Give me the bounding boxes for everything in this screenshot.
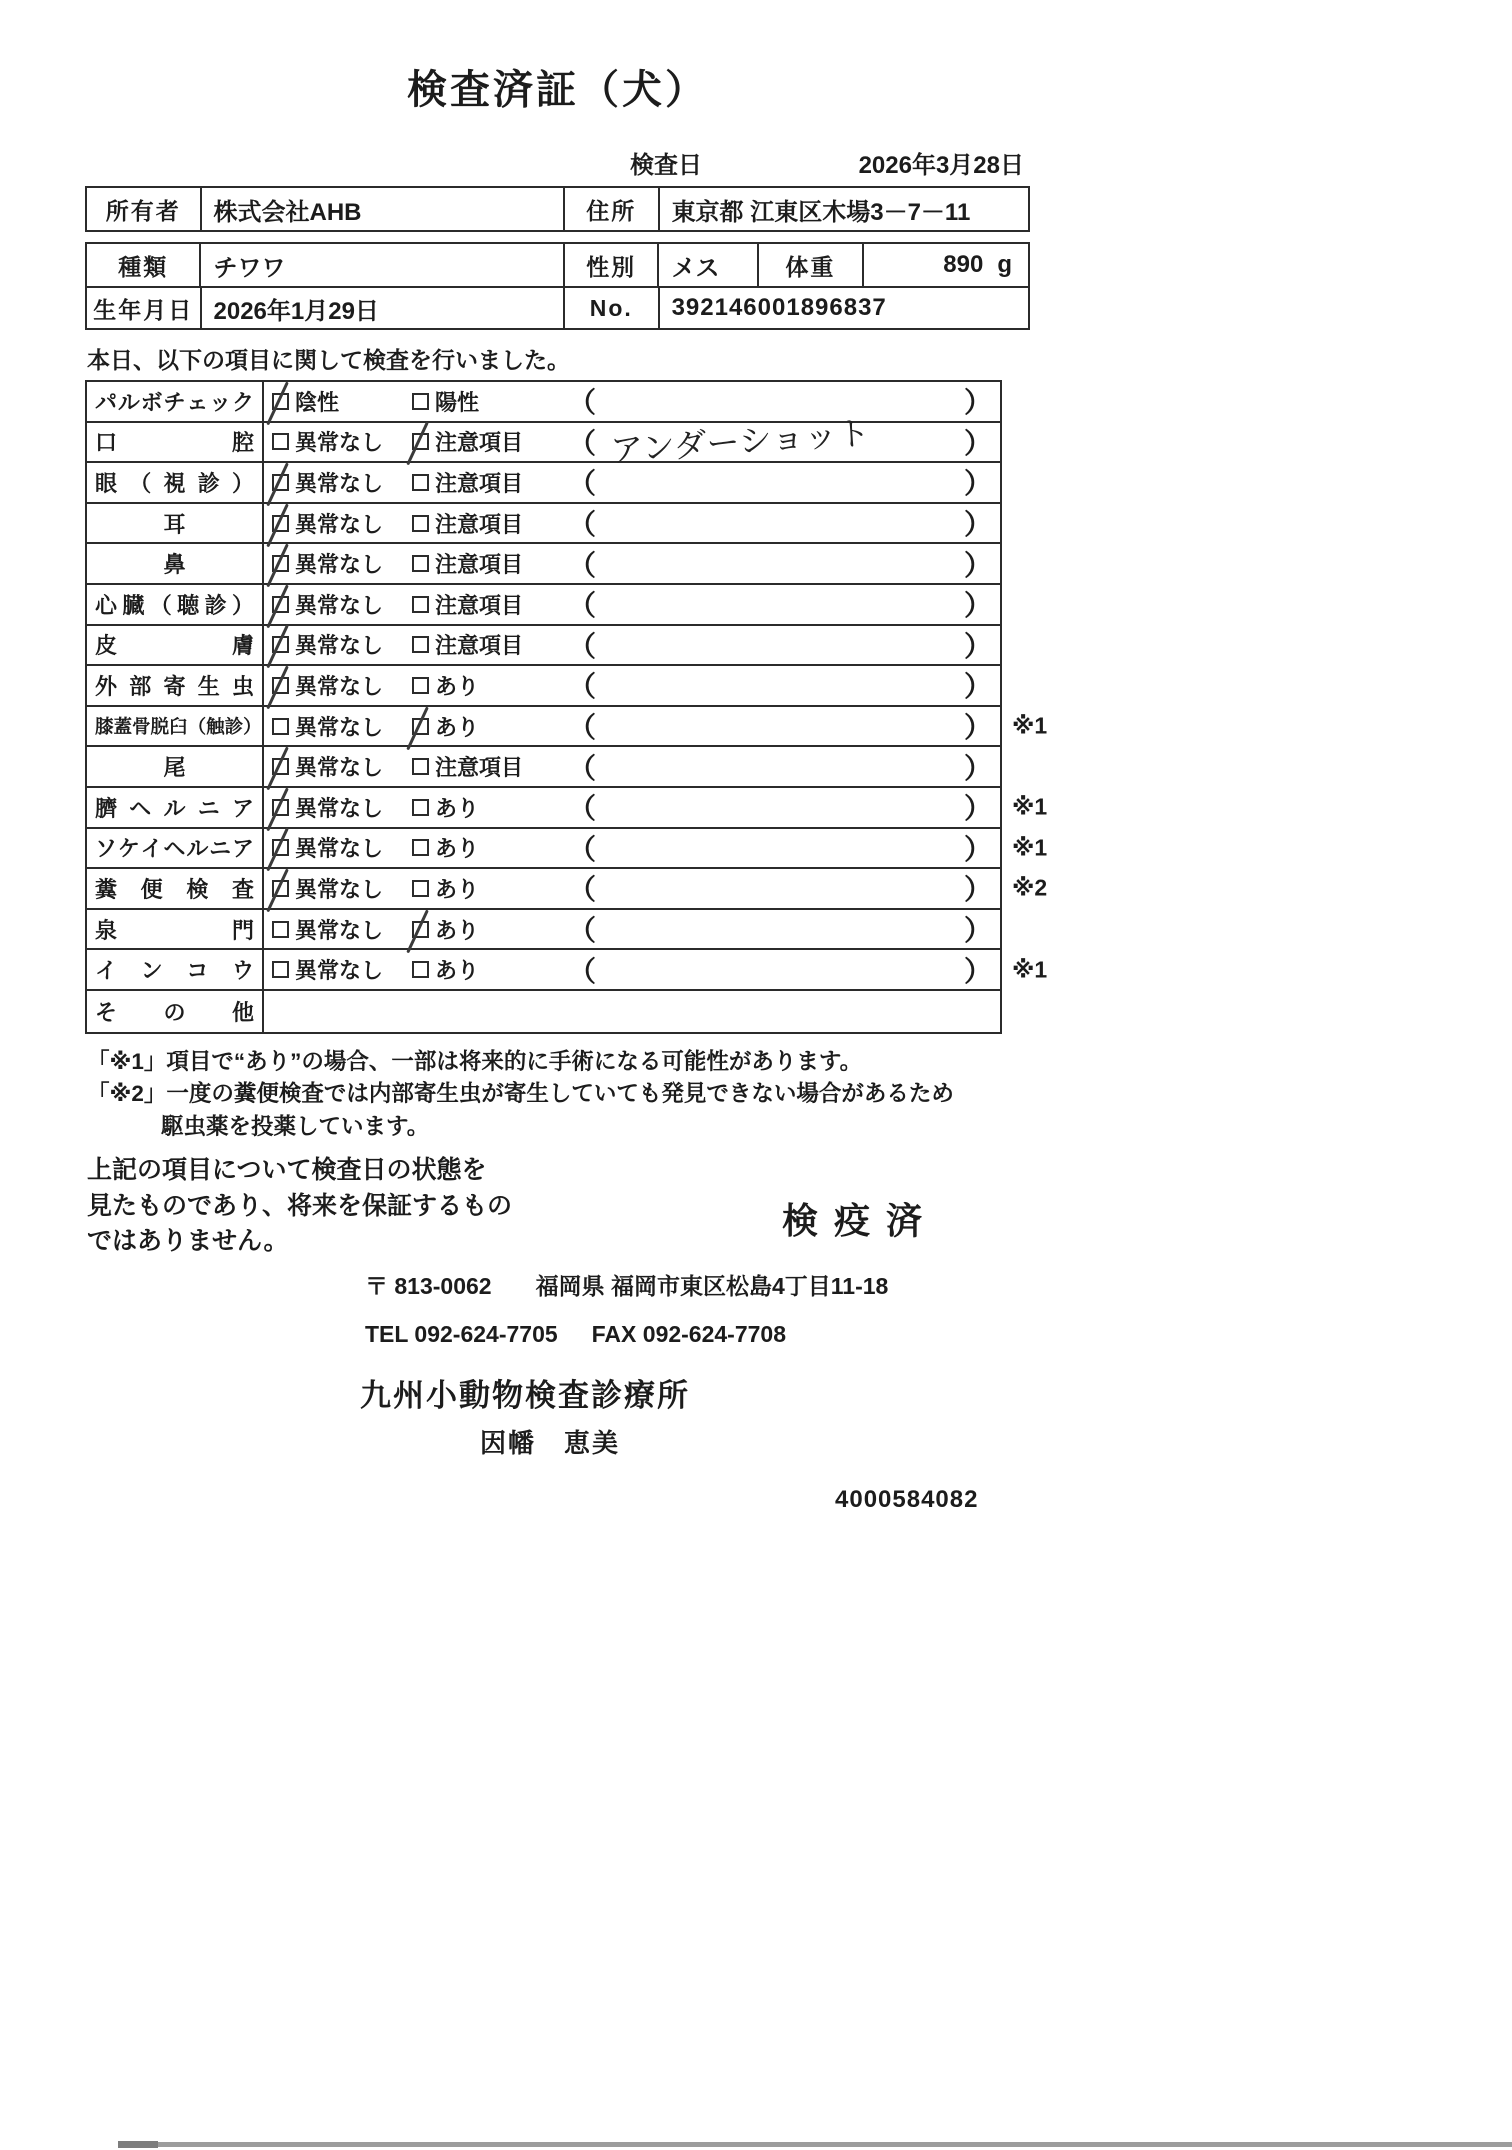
inspection-row	[87, 666, 1000, 707]
inspection-item-label: 尾	[163, 755, 186, 781]
clinic-tel: TEL 092-624-7705	[365, 1320, 558, 1347]
option-positive-label: あり	[435, 673, 480, 699]
inspection-table	[85, 380, 1048, 1034]
inspection-options-cell	[264, 950, 1000, 989]
inspection-row	[87, 950, 1048, 991]
footnote-reference-mark: ※1	[1012, 834, 1048, 861]
footnote-reference-mark: ※1	[1012, 793, 1048, 820]
option-negative-label: 異常なし	[295, 552, 384, 578]
paren-close: ）	[963, 671, 992, 703]
option-negative-label: 異常なし	[295, 876, 384, 902]
option-positive-label: あり	[435, 876, 480, 902]
paren-open: （	[568, 630, 597, 662]
option-negative-label: 異常なし	[295, 673, 384, 699]
pet-table	[85, 242, 1030, 330]
page-title: 検査済証（犬）	[407, 68, 708, 112]
option-positive-label: 陽性	[435, 389, 480, 415]
paren-open: （	[568, 387, 597, 419]
option-positive	[412, 426, 564, 457]
checkbox-icon	[412, 758, 429, 775]
disclaimer-line-2: 見たものであり、将来を保証するもの	[87, 1191, 513, 1220]
inspection-item-cell	[87, 666, 264, 705]
inspection-item-cell	[87, 504, 264, 543]
checkbox-icon	[412, 799, 429, 816]
breed-value: チワワ	[201, 244, 564, 286]
option-negative	[272, 508, 412, 539]
checkbox-icon	[272, 474, 289, 491]
clinic-name: 九州小動物検査診療所	[360, 1377, 690, 1413]
inspection-item-label: 皮 膚	[95, 633, 254, 659]
inspection-item-cell	[87, 585, 264, 624]
paren-close: ）	[963, 509, 992, 541]
option-negative	[272, 914, 412, 945]
paren-close: ）	[963, 955, 992, 987]
inspection-row	[87, 707, 1048, 748]
checkbox-icon	[272, 718, 289, 735]
inspection-row	[87, 788, 1048, 829]
option-positive	[412, 711, 564, 742]
checkbox-icon	[272, 393, 289, 410]
inspection-options-cell	[264, 626, 1000, 665]
disclaimer-line-3: ではありません。	[87, 1227, 289, 1256]
checkbox-icon	[412, 515, 429, 532]
inspection-item-label: パ ル ボ チ ェ ッ ク	[95, 389, 254, 415]
paren-open: （	[568, 793, 597, 825]
footnote-1: 「※1」項目で“あり”の場合、一部は将来的に手術になる可能性があります。	[87, 1048, 863, 1074]
clinic-phone-line	[365, 1321, 1050, 1348]
footnotes	[87, 1046, 1050, 1144]
option-positive	[412, 873, 564, 904]
scan-edge-artifact-dark	[118, 2141, 158, 2148]
paren-close: ）	[963, 915, 992, 947]
option-positive	[412, 792, 564, 823]
no-value: 392146001896837	[671, 294, 887, 321]
inspection-options-cell	[264, 382, 1000, 421]
checkbox-icon	[272, 636, 289, 653]
inspection-item-cell	[87, 423, 264, 462]
inspection-row	[87, 504, 1000, 545]
footnote-reference-mark: ※1	[1012, 956, 1048, 983]
option-negative-label: 異常なし	[295, 958, 384, 984]
clinic-postal-code: 〒 813-0062	[365, 1272, 492, 1299]
checkbox-icon	[412, 677, 429, 694]
inspection-options-cell	[264, 747, 1000, 786]
inspection-item-label: 眼 （ 視 診 ）	[95, 470, 254, 496]
option-positive	[412, 914, 564, 945]
option-negative	[272, 589, 412, 620]
paren-close: ）	[963, 630, 992, 662]
address-label: 住所	[565, 188, 660, 230]
checkbox-icon	[412, 921, 429, 938]
weight-value	[864, 244, 1028, 286]
birth-label: 生年月日	[87, 288, 202, 328]
paren-close: ）	[963, 468, 992, 500]
option-positive-label: あり	[435, 795, 480, 821]
footnote-reference-mark: ※2	[1012, 874, 1048, 901]
handwritten-note: アンダーショット	[609, 414, 872, 470]
inspection-item-cell	[87, 869, 264, 908]
checkbox-icon	[412, 555, 429, 572]
disclaimer	[87, 1153, 1050, 1260]
option-positive-label: 注意項目	[435, 633, 524, 659]
checkbox-icon	[272, 799, 289, 816]
option-negative	[272, 670, 412, 701]
footnote-2: 「※2」一度の糞便検査では内部寄生虫が寄生していても発見できない場合があるため	[87, 1081, 954, 1107]
checkbox-icon	[412, 636, 429, 653]
inspection-options-cell	[264, 585, 1000, 624]
option-negative-label: 異常なし	[295, 917, 384, 943]
option-positive	[412, 954, 564, 985]
option-positive	[412, 548, 564, 579]
inspection-item-cell	[87, 544, 264, 583]
inspection-item-label: 膝 蓋 骨 脱 臼 （ 触 診 ）	[95, 716, 262, 738]
inspection-item-label: 口 腔	[95, 430, 254, 456]
option-negative-label: 異常なし	[295, 592, 384, 618]
paren-open: （	[568, 752, 597, 784]
owner-table	[85, 186, 1030, 232]
certificate-content	[85, 0, 1050, 1514]
inspection-row	[87, 463, 1000, 504]
option-positive	[412, 589, 564, 620]
paren-close: ）	[963, 549, 992, 581]
paren-open: （	[568, 671, 597, 703]
inspection-row	[87, 626, 1000, 667]
option-negative-label: 陰性	[295, 389, 340, 415]
inspection-row	[87, 829, 1048, 870]
option-positive	[412, 751, 564, 782]
inspection-row	[87, 747, 1000, 788]
inspection-item-cell	[87, 910, 264, 949]
owner-label: 所有者	[87, 188, 202, 230]
inspection-item-label: 泉 門	[95, 917, 254, 943]
option-negative	[272, 792, 412, 823]
weight-label: 体重	[759, 244, 864, 286]
clinic-address-line	[365, 1268, 1050, 1301]
weight-number: 890	[943, 251, 984, 278]
inspection-item-cell	[87, 991, 264, 1032]
checkbox-icon	[412, 839, 429, 856]
checkbox-icon	[272, 677, 289, 694]
checkbox-icon	[412, 433, 429, 450]
paren-open: （	[568, 509, 597, 541]
inspection-row	[87, 414, 1000, 470]
checkbox-icon	[412, 596, 429, 613]
option-negative	[272, 426, 412, 457]
checkbox-icon	[412, 718, 429, 735]
paren-open: （	[568, 874, 597, 906]
paren-open: （	[568, 833, 597, 865]
pet-row-2	[87, 286, 1028, 328]
sex-label: 性別	[565, 244, 660, 286]
inspection-options-cell	[264, 666, 1000, 705]
inspection-item-label: ソ ケ イ ヘ ル ニ ア	[95, 836, 254, 862]
paren-close: ）	[963, 387, 992, 419]
weight-unit: g	[997, 251, 1012, 278]
option-negative-label: 異常なし	[295, 430, 384, 456]
inspection-date-value: 2026年3月28日	[858, 152, 1024, 179]
checkbox-icon	[272, 839, 289, 856]
option-positive-label: あり	[435, 714, 480, 740]
owner-row	[87, 188, 1028, 230]
inspection-options-cell	[264, 788, 1000, 827]
option-positive-label: 注意項目	[435, 552, 524, 578]
inspection-date-label: 検査日	[630, 152, 702, 179]
inspection-item-label: 糞 便 検 査	[95, 876, 254, 902]
checkbox-icon	[272, 880, 289, 897]
inspection-row	[87, 910, 1000, 951]
inspection-item-label: 外 部 寄 生 虫	[95, 673, 254, 699]
checkbox-icon	[272, 961, 289, 978]
inspection-row	[87, 585, 1000, 626]
address-value: 東京都 江東区木場3－7－11	[671, 198, 971, 226]
pet-row-1	[87, 244, 1028, 286]
scan-edge-artifact	[118, 2142, 1512, 2147]
option-positive-label: 注意項目	[435, 755, 524, 781]
inspection-item-cell	[87, 707, 264, 746]
no-label: No.	[565, 288, 660, 328]
option-positive	[412, 386, 564, 417]
inspection-item-label: そ の 他	[95, 999, 254, 1025]
disclaimer-line-1: 上記の項目について検査日の状態を	[87, 1156, 487, 1185]
inspection-options-cell	[264, 829, 1000, 868]
intro-text: 本日、以下の項目に関して検査を行いました。	[87, 347, 570, 373]
inspection-item-label: 耳	[163, 511, 186, 537]
inspection-options-cell	[264, 414, 1000, 470]
option-positive	[412, 508, 564, 539]
footnote-reference-mark: ※1	[1012, 712, 1048, 739]
checkbox-icon	[272, 433, 289, 450]
paren-close: ）	[963, 590, 992, 622]
clinic-fax: FAX 092-624-7708	[591, 1320, 787, 1347]
option-positive-label: 注意項目	[435, 430, 524, 456]
option-negative	[272, 873, 412, 904]
inspection-row	[87, 991, 1000, 1032]
inspection-item-label: 臍 ヘ ル ニ ア	[95, 795, 254, 821]
inspection-item-cell	[87, 747, 264, 786]
paren-open: （	[568, 712, 597, 744]
inspection-item-cell	[87, 382, 264, 421]
owner-value: 株式会社AHB	[202, 188, 565, 230]
inspection-item-label: イ ン コ ウ	[95, 958, 254, 984]
inspection-options-cell	[264, 544, 1000, 583]
option-positive	[412, 467, 564, 498]
serial-number: 4000584082	[835, 1485, 979, 1513]
option-negative	[272, 954, 412, 985]
checkbox-icon	[412, 880, 429, 897]
inspection-options-cell	[264, 910, 1000, 949]
option-negative	[272, 751, 412, 782]
option-negative	[272, 711, 412, 742]
option-positive-label: あり	[435, 836, 480, 862]
option-negative	[272, 548, 412, 579]
birth-value: 2026年1月29日	[202, 288, 565, 328]
option-positive-label: 注意項目	[435, 470, 524, 496]
breed-label: 種類	[87, 244, 201, 286]
inspection-row	[87, 544, 1000, 585]
inspection-item-cell	[87, 463, 264, 502]
inspection-date-row	[85, 145, 1030, 180]
option-negative	[272, 467, 412, 498]
paren-open: （	[568, 915, 597, 947]
inspection-options-cell	[264, 869, 1000, 908]
quarantine-passed-stamp: 検疫済	[782, 1200, 939, 1242]
sex-value: メス	[659, 244, 759, 286]
paren-close: ）	[963, 793, 992, 825]
inspection-item-label: 鼻	[163, 552, 186, 578]
paren-close: ）	[963, 874, 992, 906]
option-negative-label: 異常なし	[295, 511, 384, 537]
option-negative	[272, 629, 412, 660]
inspection-row	[87, 869, 1048, 910]
option-positive-label: あり	[435, 958, 480, 984]
inspection-item-cell	[87, 626, 264, 665]
inspection-options-cell	[264, 707, 1000, 746]
checkbox-icon	[412, 393, 429, 410]
checkbox-icon	[272, 515, 289, 532]
paren-close: ）	[963, 427, 992, 459]
option-positive	[412, 670, 564, 701]
option-negative	[272, 832, 412, 863]
checkbox-icon	[272, 758, 289, 775]
inspection-options-cell	[264, 463, 1000, 502]
option-positive	[412, 832, 564, 863]
inspection-item-cell	[87, 950, 264, 989]
paren-open: （	[568, 549, 597, 581]
footnote-2-continued: 駆虫薬を投薬しています。	[161, 1113, 430, 1139]
option-negative-label: 異常なし	[295, 795, 384, 821]
paren-open: （	[568, 427, 597, 459]
option-negative-label: 異常なし	[295, 836, 384, 862]
option-negative-label: 異常なし	[295, 755, 384, 781]
checkbox-icon	[412, 961, 429, 978]
clinic-person-name: 因幡 恵美	[480, 1427, 621, 1458]
paren-open: （	[568, 590, 597, 622]
inspection-item-cell	[87, 829, 264, 868]
option-negative-label: 異常なし	[295, 633, 384, 659]
option-positive	[412, 629, 564, 660]
inspection-item-cell	[87, 788, 264, 827]
option-negative	[272, 386, 412, 417]
checkbox-icon	[272, 596, 289, 613]
paren-close: ）	[963, 752, 992, 784]
checkbox-icon	[412, 474, 429, 491]
option-positive-label: 注意項目	[435, 592, 524, 618]
checkbox-icon	[272, 555, 289, 572]
checkbox-icon	[272, 921, 289, 938]
option-positive-label: 注意項目	[435, 511, 524, 537]
paren-open: （	[568, 468, 597, 500]
option-negative-label: 異常なし	[295, 714, 384, 740]
paren-close: ）	[963, 833, 992, 865]
option-positive-label: あり	[435, 917, 480, 943]
clinic-address: 福岡県 福岡市東区松島4丁目11-18	[535, 1272, 889, 1299]
option-negative-label: 異常なし	[295, 470, 384, 496]
inspection-options-cell	[264, 504, 1000, 543]
paren-close: ）	[963, 712, 992, 744]
inspection-item-label: 心 臓 （ 聴 診 ）	[95, 592, 254, 618]
paren-open: （	[568, 955, 597, 987]
